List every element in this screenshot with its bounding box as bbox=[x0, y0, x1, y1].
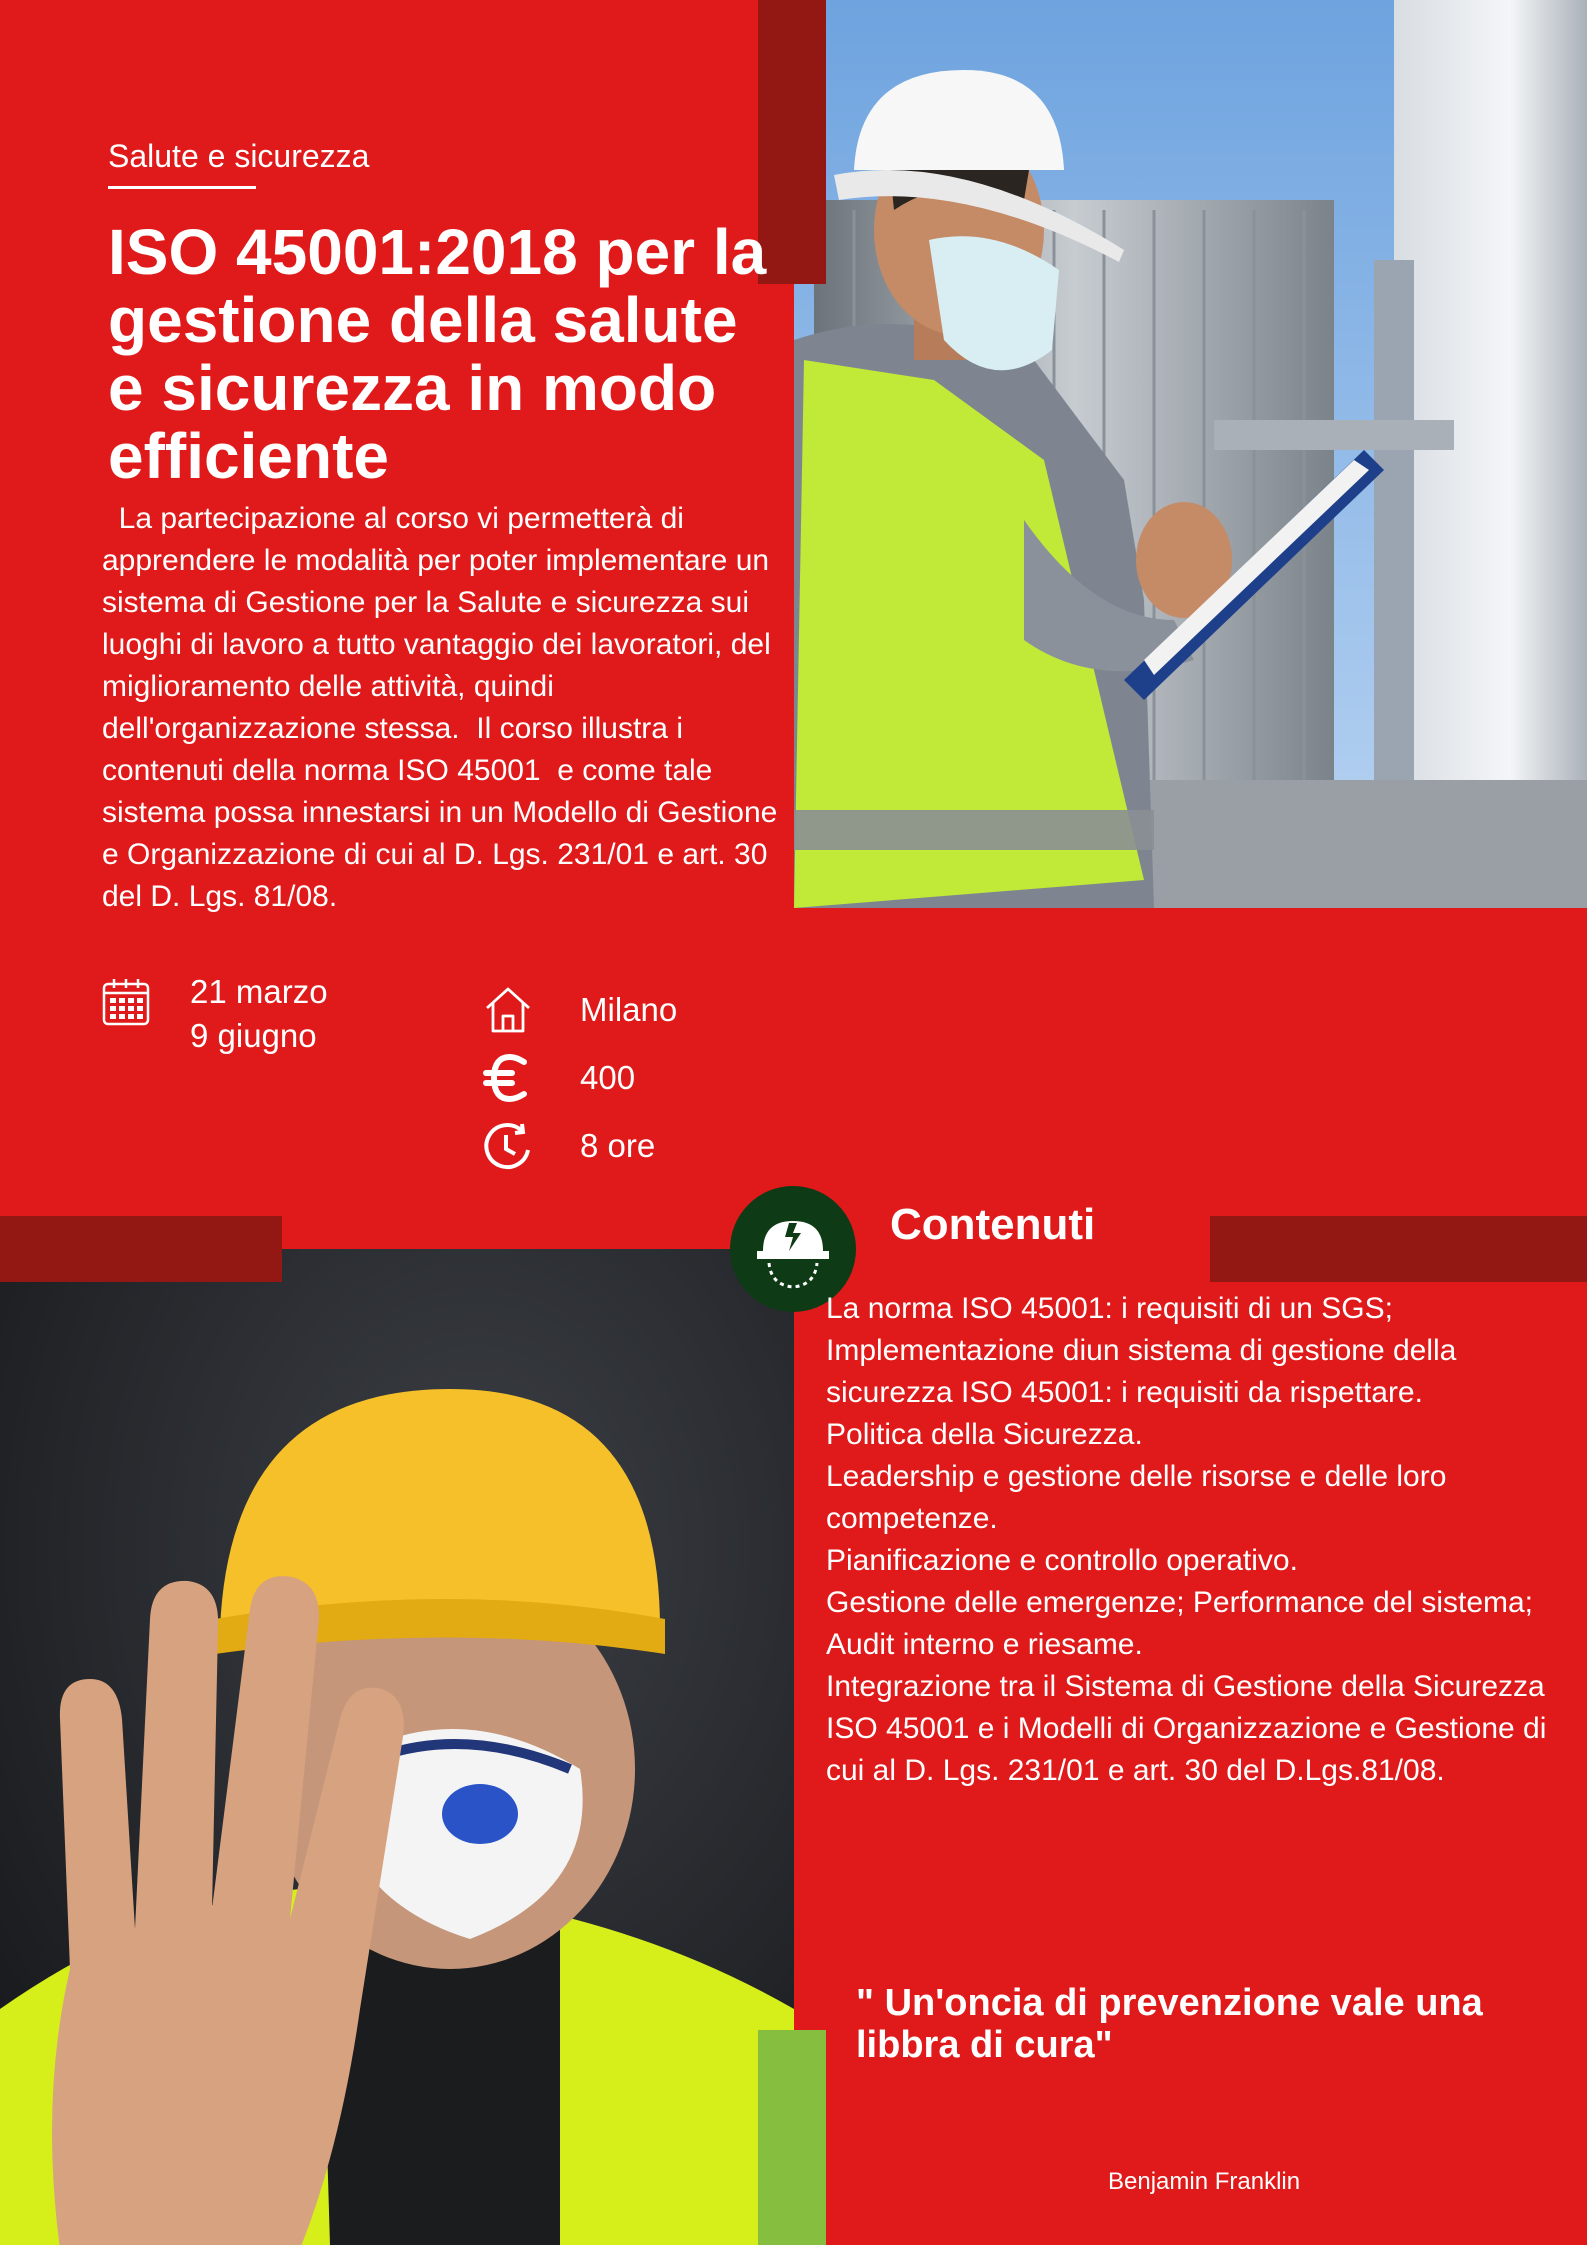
price-text: 400 bbox=[580, 1059, 636, 1096]
list-item: Politica della Sicurezza. bbox=[826, 1418, 1143, 1451]
section-kicker: Salute e sicurezza bbox=[108, 138, 370, 174]
date-text bbox=[190, 970, 328, 1058]
calendar-icon bbox=[100, 976, 152, 1028]
quote-author: Benjamin Franklin bbox=[1108, 2168, 1301, 2195]
list-item: Integrazione tra il Sistema di Gestione della Sicurezza ISO 45001 e i Modelli di Organizzazione e Gestione di cui al D. Lgs. 231/01 e art. 30 del D.Lgs.81/08. bbox=[826, 1670, 1547, 1787]
list-item: Implementazione diun sistema di gestione della sicurezza ISO 45001: i requisiti da rispettare. bbox=[826, 1334, 1457, 1409]
quote-text: " Un'oncia di prevenzione vale una libbra di cura" bbox=[856, 1982, 1483, 2066]
worker-stop-hand-photo bbox=[0, 1249, 794, 2245]
location-text: Milano bbox=[580, 991, 678, 1028]
kicker-underline bbox=[108, 186, 256, 189]
location-row bbox=[482, 976, 677, 1044]
euro-icon bbox=[482, 1052, 534, 1104]
accent-block-green bbox=[758, 2030, 826, 2245]
list-item: Leadership e gestione delle risorse e delle loro competenze. bbox=[826, 1460, 1447, 1535]
date-line-1: 21 marzo bbox=[190, 973, 328, 1010]
date-line-2: 9 giugno bbox=[190, 1017, 317, 1054]
duration-text: 8 ore bbox=[580, 1127, 656, 1164]
page-title: ISO 45001:2018 per la gestione della salute e sicurezza in modo efficiente bbox=[108, 216, 767, 492]
list-item: Pianificazione e controllo operativo. bbox=[826, 1544, 1298, 1577]
accent-block-right bbox=[1210, 1216, 1587, 1282]
accent-block-left bbox=[0, 1216, 282, 1282]
contents-list bbox=[826, 1288, 1566, 1792]
list-item: Gestione delle emergenze; Performance del sistema; Audit interno e riesame. bbox=[826, 1586, 1534, 1661]
course-details bbox=[482, 976, 677, 1180]
worker-clipboard-photo bbox=[794, 0, 1587, 908]
clock-icon bbox=[482, 1120, 534, 1172]
home-icon bbox=[482, 984, 534, 1036]
duration-row bbox=[482, 1112, 677, 1180]
list-item: La norma ISO 45001: i requisiti di un SGS; bbox=[826, 1292, 1393, 1325]
intro-paragraph: La partecipazione al corso vi permetterà di apprendere le modalità per poter implementare un sistema di Gestione per la Salute e sicurezza sui luoghi di lavoro a tutto vantaggio dei lavoratori, del miglioramento delle attività, quindi dell'organizzazione stessa. Il corso illustra i contenuti della norma ISO 45001 e come tale sistema possa innestarsi in un Modello di Gestione e Organizzazione di cui al D. Lgs. 231/01 e art. 30 del D. Lgs. 81/08. bbox=[102, 502, 786, 913]
contents-title: Contenuti bbox=[890, 1200, 1096, 1249]
price-row bbox=[482, 1044, 677, 1112]
date-info bbox=[100, 973, 328, 1058]
